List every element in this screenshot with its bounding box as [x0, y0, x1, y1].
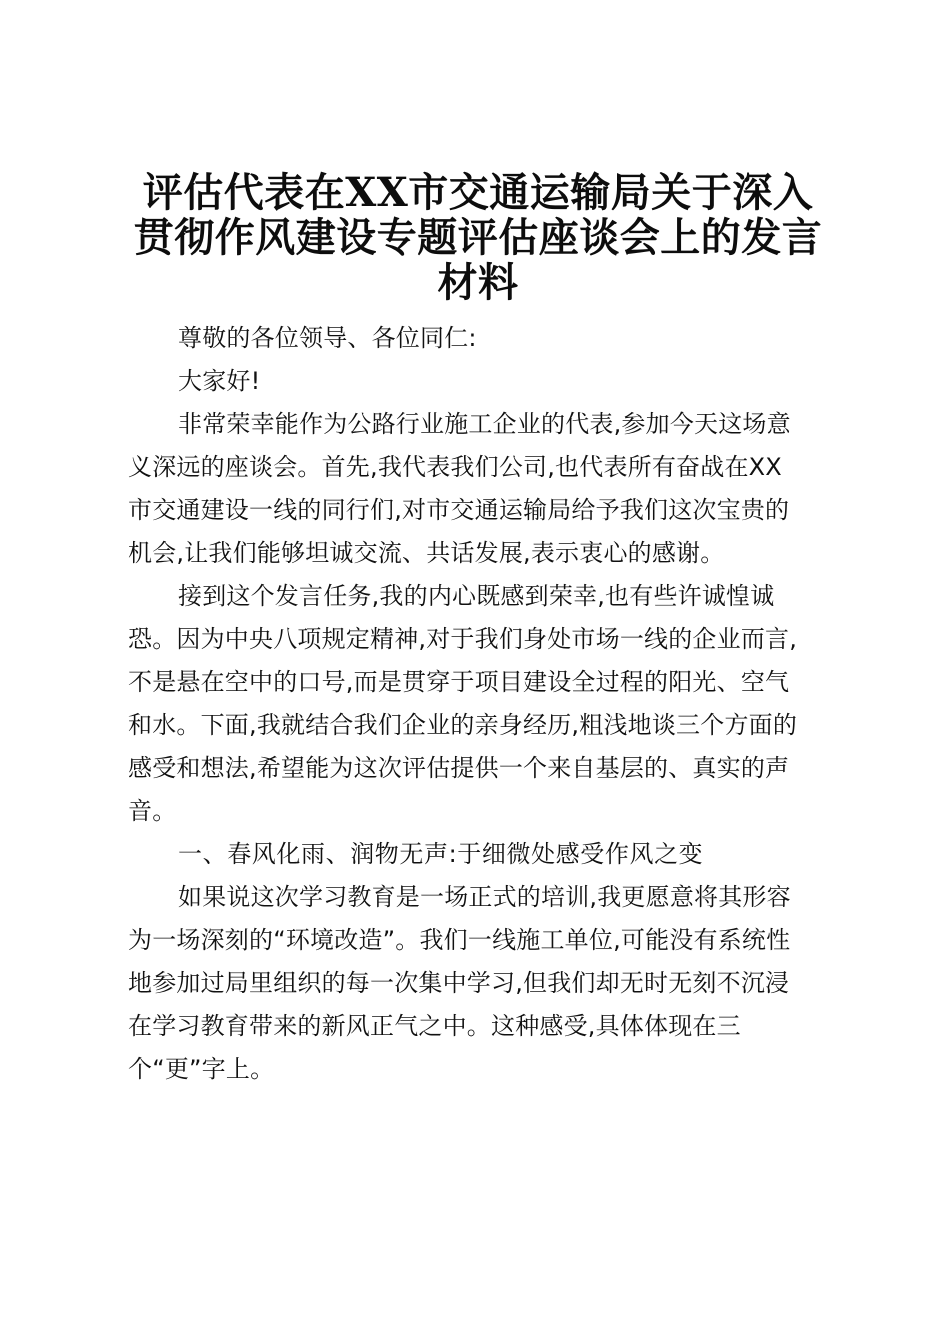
salutation	[128, 317, 828, 360]
text-line: 接到这个发言任务,我的内心既感到荣幸,也有些许诚惶诚	[178, 582, 775, 610]
text-line: 恐。因为中央八项规定精神,对于我们身处市场一线的企业而言,	[128, 625, 798, 653]
document-title	[124, 170, 832, 305]
title-line: 评估代表在XX市交通运输局关于深入	[142, 169, 814, 216]
text-line: 和水。下面,我就结合我们企业的亲身经历,粗浅地谈三个方面的	[128, 711, 798, 739]
text-line: 个“更”字上。	[128, 1055, 275, 1083]
paragraph-intro	[128, 575, 828, 833]
text-line: 如果说这次学习教育是一场正式的培训,我更愿意将其形容	[178, 883, 791, 911]
title-line: 材料	[437, 259, 519, 306]
text-line: 在学习教育带来的新风正气之中。这种感受,具体体现在三	[128, 1012, 741, 1040]
text-line: 音。	[128, 797, 177, 825]
paragraph-section1	[128, 876, 828, 1091]
greeting	[128, 360, 828, 403]
text-line: 市交通建设一线的同行们,对市交通运输局给予我们这次宝贵的	[128, 496, 790, 524]
document-page	[128, 170, 828, 1091]
text-line: 地参加过局里组织的每一次集中学习,但我们却无时无刻不沉浸	[128, 969, 790, 997]
title-line: 贯彻作风建设专题评估座谈会上的发言	[133, 214, 823, 261]
text-line: 尊敬的各位领导、各位同仁:	[178, 324, 477, 352]
paragraph-thanks	[128, 403, 828, 575]
text-line: 机会,让我们能够坦诚交流、共话发展,表示衷心的感谢。	[128, 539, 725, 567]
text-line: 义深远的座谈会。首先,我代表我们公司,也代表所有奋战在XX	[128, 453, 782, 481]
text-line: 不是悬在空中的口号,而是贯穿于项目建设全过程的阳光、空气	[128, 668, 790, 696]
text-line: 非常荣幸能作为公路行业施工企业的代表,参加今天这场意	[178, 410, 791, 438]
text-line: 为一场深刻的“环境改造”。我们一线施工单位,可能没有系统性	[128, 926, 791, 954]
text-line: 感受和想法,希望能为这次评估提供一个来自基层的、真实的声	[128, 754, 790, 782]
section-heading	[128, 833, 828, 876]
document-body	[128, 317, 828, 1091]
text-line: 大家好!	[178, 367, 261, 395]
text-line: 一、春风化雨、润物无声:于细微处感受作风之变	[178, 840, 704, 868]
